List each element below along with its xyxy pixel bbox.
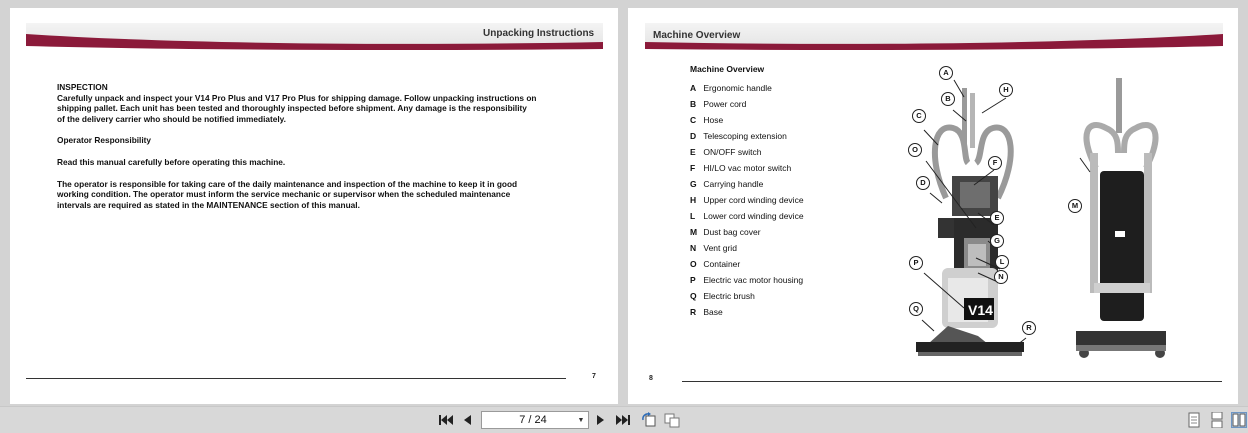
- chevron-down-icon: ▼: [577, 416, 585, 424]
- continuous-view-icon[interactable]: [1210, 412, 1224, 428]
- legend-item: Q Electric brush: [690, 291, 755, 301]
- model-badge: V14: [968, 302, 993, 318]
- document-page-7: [10, 8, 618, 404]
- page-header-title: Machine Overview: [653, 30, 741, 41]
- page-header-title: Unpacking Instructions: [483, 28, 595, 39]
- operator-text-line: intervals are required as stated in the MAINTENANCE section of this manual.: [57, 199, 360, 210]
- callout-h: H: [999, 83, 1013, 97]
- callout-d: D: [916, 176, 930, 190]
- callout-q: Q: [909, 302, 923, 316]
- callout-leaders: [908, 63, 1058, 363]
- callout-o: O: [908, 143, 922, 157]
- page-number: 7: [592, 373, 596, 380]
- inspection-text-line: Carefully unpack and inspect your V14 Pro Plus and V17 Pro Plus for shipping damage. Follow unpacking instructions on: [57, 92, 537, 103]
- two-page-view-icon[interactable]: [1231, 412, 1247, 428]
- legend-item: L Lower cord winding device: [690, 211, 804, 221]
- operator-heading: Operator Responsibility: [57, 135, 152, 146]
- page-number: 8: [649, 375, 653, 382]
- document-page-8: [628, 8, 1238, 404]
- legend-item: D Telescoping extension: [690, 131, 787, 141]
- legend-item: B Power cord: [690, 99, 747, 109]
- legend-item: O Container: [690, 259, 741, 269]
- callout-a: A: [939, 66, 953, 80]
- legend-item: R Base: [690, 307, 723, 317]
- single-page-view-icon[interactable]: [1187, 412, 1201, 428]
- callout-b: B: [941, 92, 955, 106]
- vacuum-back-illustration: [1068, 73, 1178, 368]
- parts-legend: [690, 64, 890, 320]
- next-page-icon[interactable]: [595, 412, 607, 428]
- callout-l: L: [995, 255, 1009, 269]
- legend-item: M Dust bag cover: [690, 227, 761, 237]
- legend-item: F HI/LO vac motor switch: [690, 163, 792, 173]
- callout-f: F: [988, 156, 1002, 170]
- legend-item: H Upper cord winding device: [690, 195, 804, 205]
- operator-text-line: working condition. The operator must inform the service mechanic or supervisor when the scheduled maintenance: [57, 189, 511, 200]
- prev-page-icon[interactable]: [461, 412, 473, 428]
- legend-item: N Vent grid: [690, 243, 737, 253]
- viewer-toolbar: [0, 406, 1248, 433]
- callout-e: E: [990, 211, 1004, 225]
- first-page-icon[interactable]: [438, 412, 454, 428]
- legend-item: G Carrying handle: [690, 179, 764, 189]
- legend-item: A Ergonomic handle: [690, 83, 772, 93]
- callout-leader-m: [1068, 148, 1098, 178]
- last-page-icon[interactable]: [615, 412, 631, 428]
- legend-item: P Electric vac motor housing: [690, 275, 804, 285]
- page-body: [57, 82, 587, 210]
- inspection-text-line: shipping pallet. Each unit has been tested and thoroughly inspected before shipment. Any damage is the responsibility: [57, 103, 527, 114]
- footer-rule: [26, 378, 566, 379]
- operator-text-line: The operator is responsible for taking care of the daily maintenance and inspection of the machine to keep it in good: [57, 178, 518, 189]
- callout-c: C: [912, 109, 926, 123]
- legend-title: Machine Overview: [690, 64, 765, 74]
- legend-item: E ON/OFF switch: [690, 147, 762, 157]
- callout-r: R: [1022, 321, 1036, 335]
- page-indicator: 7 / 24: [519, 414, 547, 426]
- page-number-select[interactable]: [481, 411, 589, 429]
- read-manual-text: Read this manual carefully before operating this machine.: [57, 156, 286, 167]
- footer-rule: [682, 381, 1222, 382]
- fit-icon[interactable]: [663, 412, 681, 428]
- legend-item: C Hose: [690, 115, 724, 125]
- inspection-text-line: of the delivery carrier who should be notified immediately.: [57, 113, 286, 124]
- callout-m: M: [1068, 199, 1082, 213]
- inspection-heading: INSPECTION: [57, 82, 108, 92]
- callout-g: G: [990, 234, 1004, 248]
- rotate-icon[interactable]: [640, 412, 658, 428]
- callout-p: P: [909, 256, 923, 270]
- callout-n: N: [994, 270, 1008, 284]
